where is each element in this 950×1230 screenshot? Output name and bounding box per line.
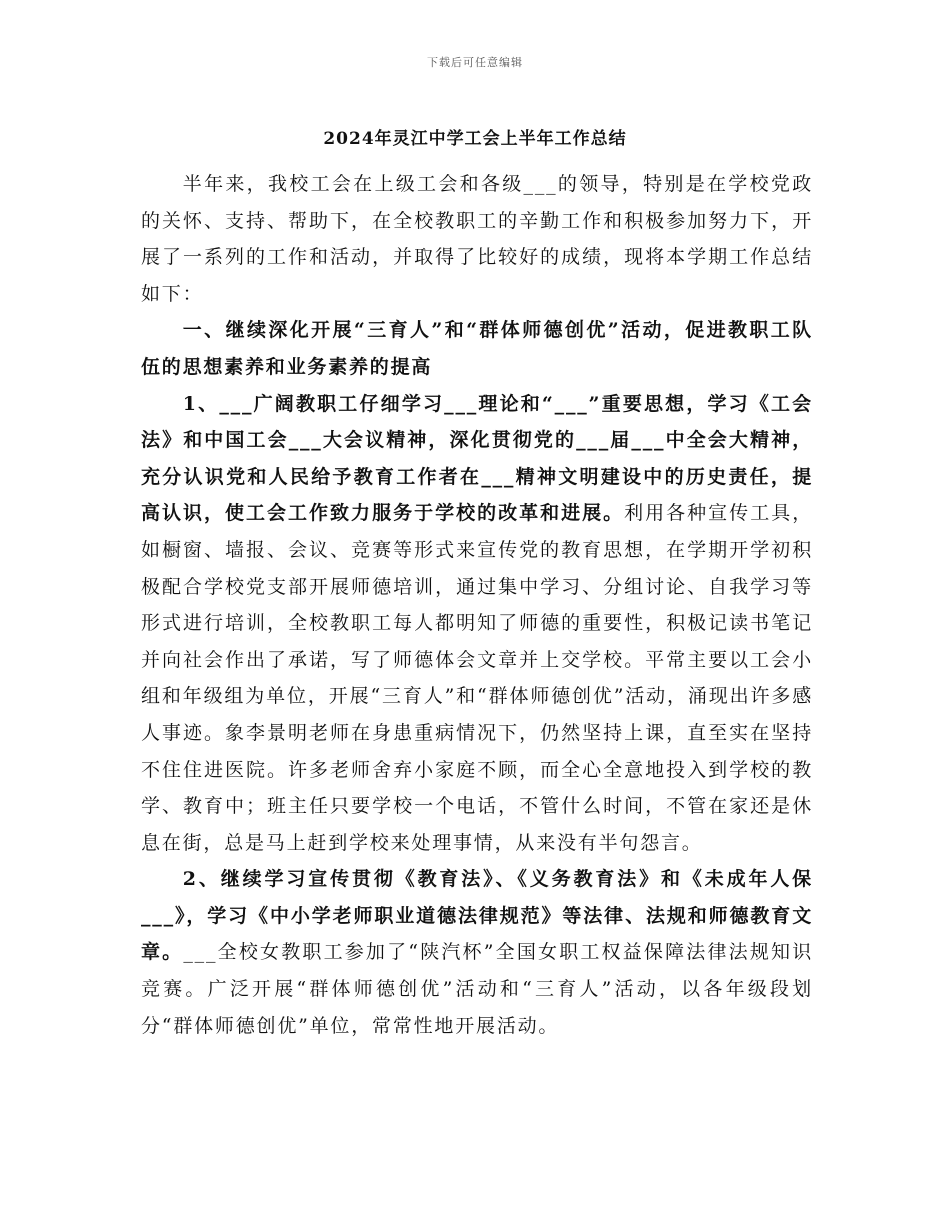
item-1-paragraph [141, 386, 813, 862]
item-1-bold-text: 1、___广阔教职工仔细学习___理论和“___”重要思想，学习《工会法》和中国工会___大会议精神，深化贯彻党的___届___中全会大精神，充分认识党和人民给予教育工作者在___精神文明建设中的历史责任，提高认识，使工会工作致力服务于学校的改革和进展。 [141, 392, 813, 525]
item-2-text: ___全校女教职工参加了“陕汽杯”全国女职工权益保障法律法规知识竞赛。广泛开展“群体师德创优”活动和“三育人”活动，以各年级段划分“群体师德创优”单位，常常性地开展活动。 [141, 941, 813, 1037]
header-note: 下载后可任意编辑 [427, 56, 523, 69]
item-2-paragraph [141, 861, 813, 1044]
section-1-heading: 一、继续深化开展“三育人”和“群体师德创优”活动，促进教职工队伍的思想素养和业务素养的提高 [141, 319, 813, 378]
item-1-text: 利用各种宣传工具，如橱窗、墙报、会议、竞赛等形式来宣传党的教育思想，在学期开学初积极配合学校党支部开展师德培训，通过集中学习、分组讨论、自我学习等形式进行培训，全校教职工每人都明知了师德的重要性，积极记读书笔记并向社会作出了承诺，写了师德体会文章并上交学校。平常主要以工会小组和年级组为单位，开展“三育人”和“群体师德创优”活动，涌现出许多感人事迹。象李景明老师在身患重病情况下，仍然坚持上课，直至实在坚持不住住进医院。许多老师舍弃小家庭不顾，而全心全意地投入到学校的教学、教育中；班主任只要学校一个电话，不管什么时间，不管在家还是休息在街，总是马上赶到学校来处理事情，从来没有半句怨言。 [141, 502, 814, 854]
document-body [141, 166, 813, 1044]
intro-paragraph: 半年来，我校工会在上级工会和各级___的领导，特别是在学校党政的关怀、支持、帮助下，在全校教职工的辛勤工作和积极参加努力下，开展了一系列的工作和活动，并取得了比较好的成绩，现将本学期工作总结如下： [141, 173, 813, 305]
document-title: 2024年灵江中学工会上半年工作总结 [323, 129, 627, 149]
item-2-bold-text: 2、继续学习宣传贯彻《教育法》、《义务教育法》和《未成年人保___》，学习《中小学老师职业道德法律规范》等法律、法规和师德教育文章。 [141, 868, 813, 964]
